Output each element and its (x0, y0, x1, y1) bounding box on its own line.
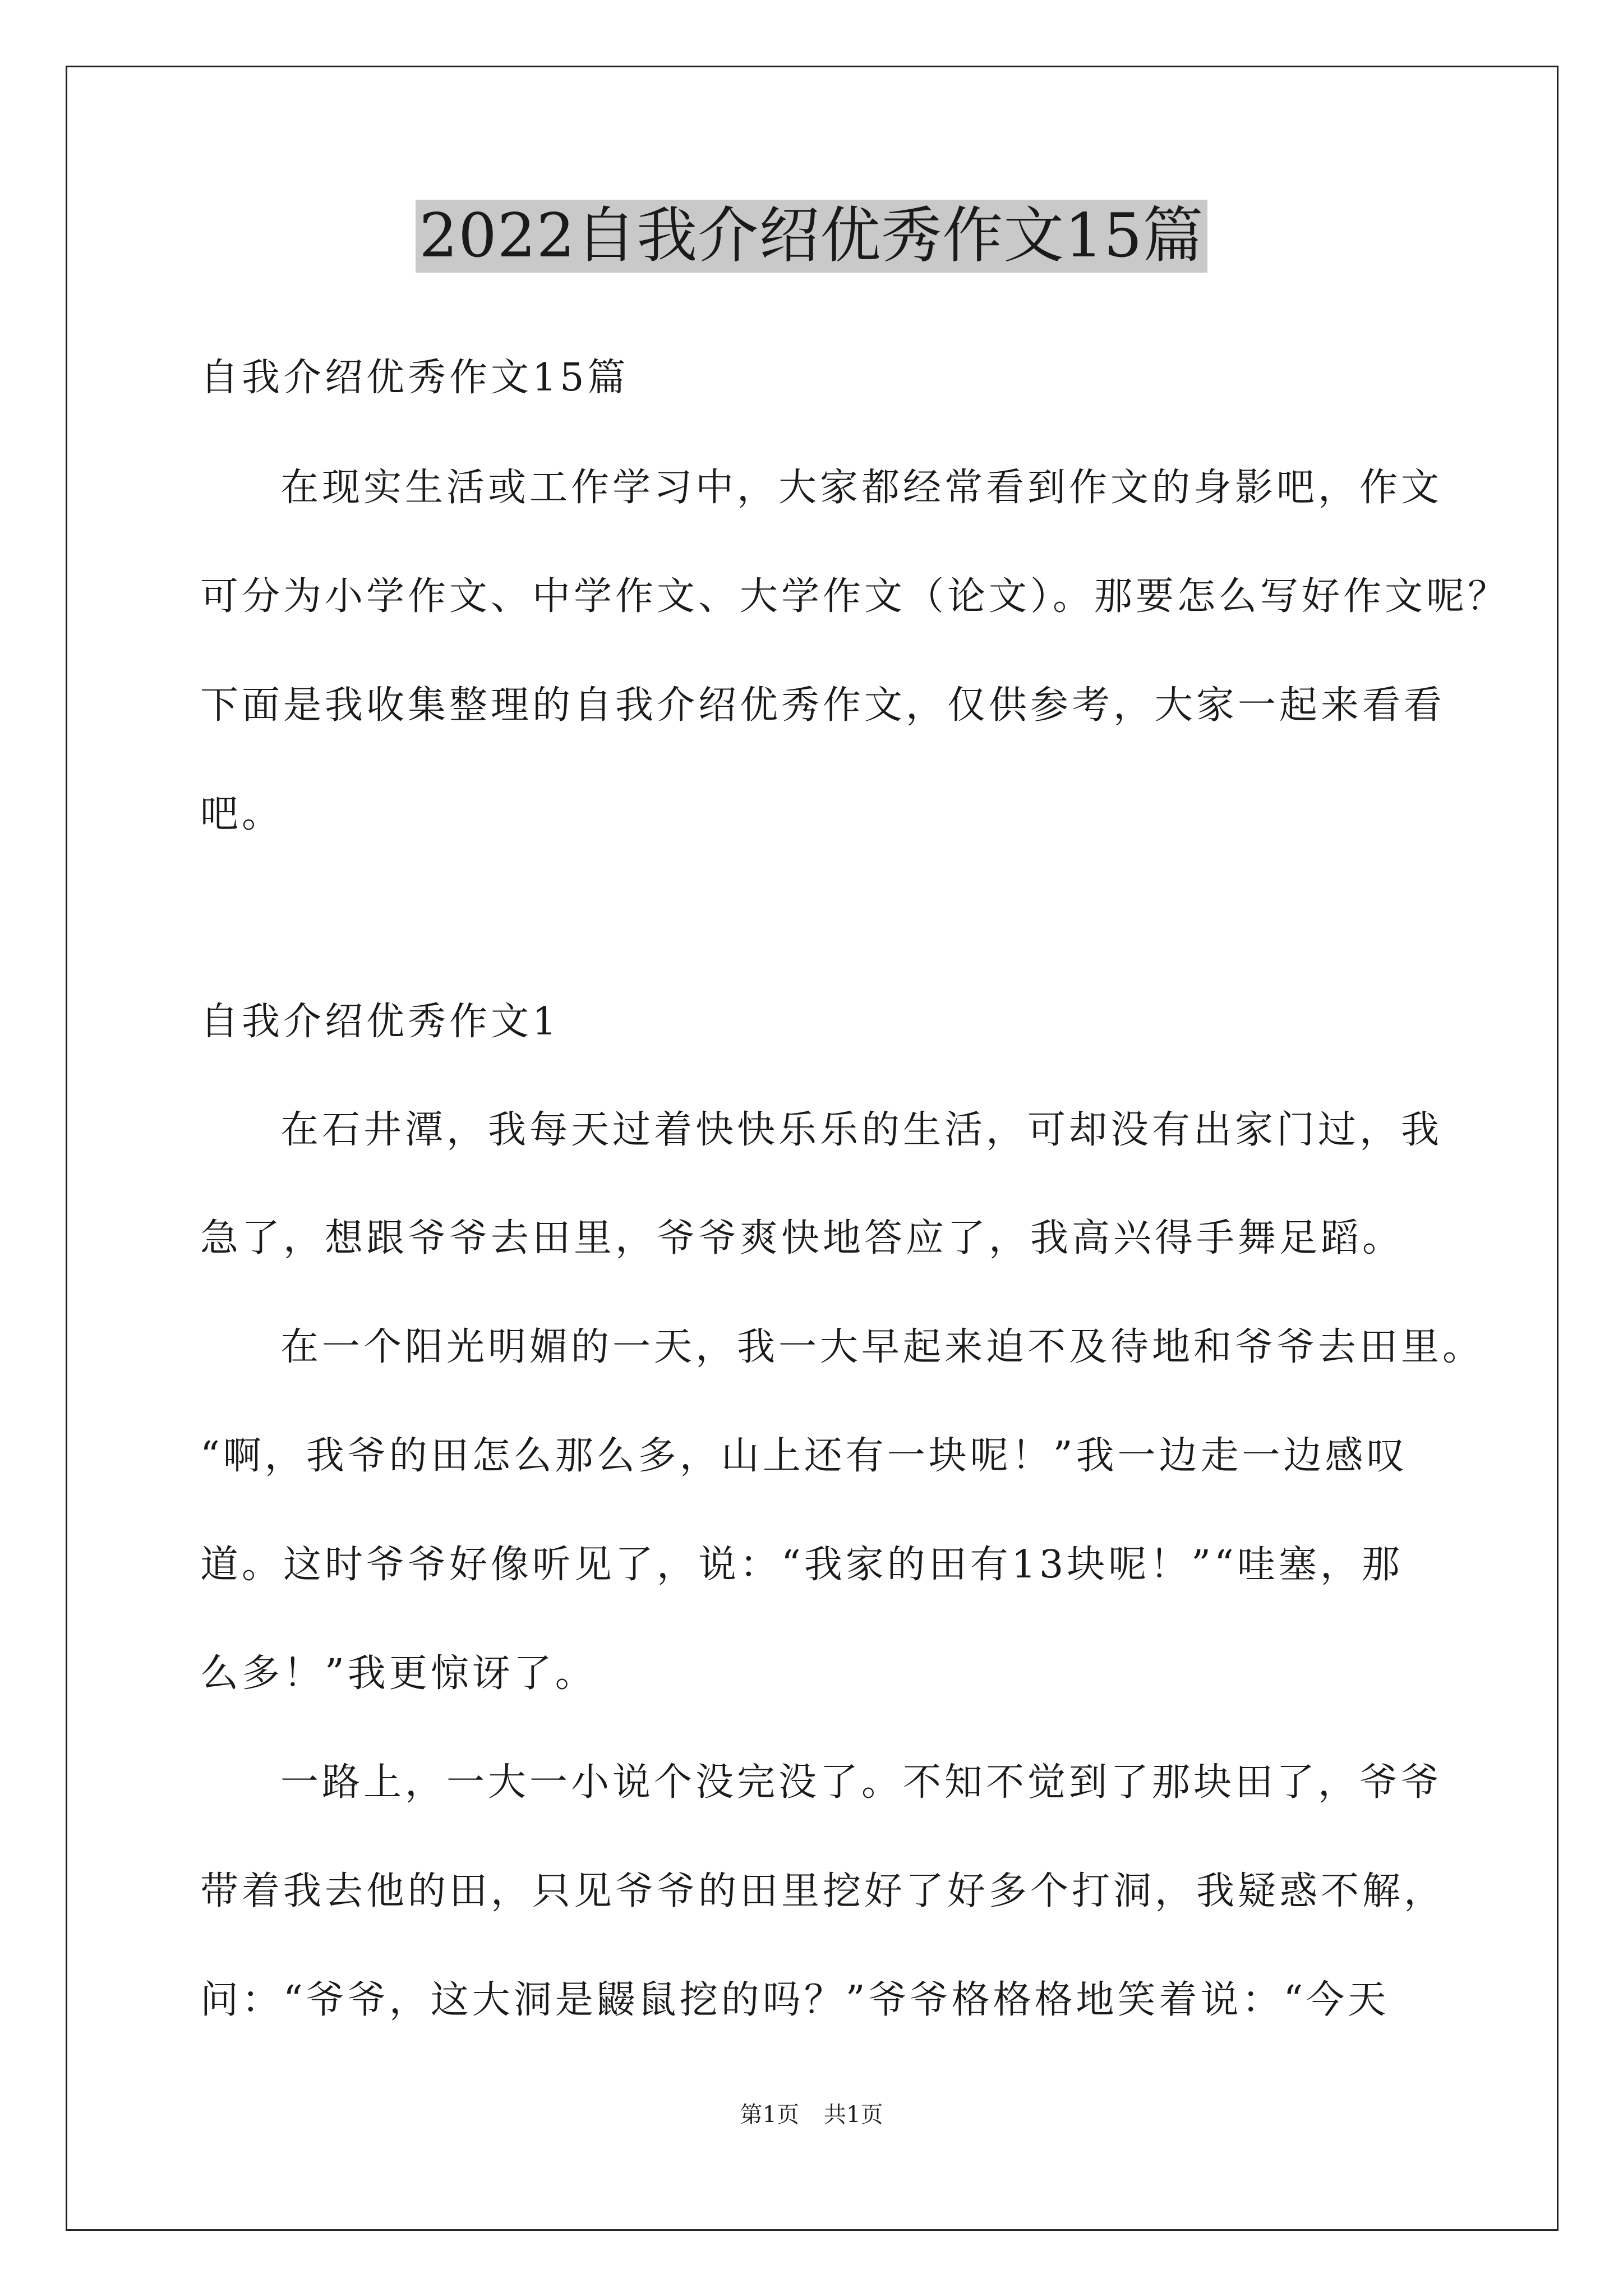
body-line: 一路上，一大一小说个没完没了。不知不觉到了那块田了，爷爷 (280, 1760, 1443, 1805)
body-line: 带着我去他的田，只见爷爷的田里挖好了好多个打洞，我疑惑不解， (200, 1869, 1446, 1913)
intro-line: 下面是我收集整理的自我介绍优秀作文，仅供参考，大家一起来看看 (200, 683, 1446, 728)
document-title: 2022自我介绍优秀作文15篇 (416, 200, 1207, 273)
title-wrap (0, 200, 1623, 273)
body-line: 问：“爷爷，这大洞是鼹鼠挖的吗？”爷爷格格格地笑着说：“今天 (200, 1978, 1390, 2022)
section-heading: 自我介绍优秀作文1 (200, 1000, 560, 1044)
subtitle: 自我介绍优秀作文15篇 (200, 356, 629, 400)
body-line: 在石井潭，我每天过着快快乐乐的生活，可却没有出家门过，我 (280, 1108, 1443, 1152)
intro-line: 可分为小学作文、中学作文、大学作文（论文）。那要怎么写好作文呢？ (200, 574, 1510, 619)
body-line: 在一个阳光明媚的一天，我一大早起来迫不及待地和爷爷去田里。 (280, 1325, 1484, 1369)
intro-line: 在现实生活或工作学习中，大家都经常看到作文的身影吧，作文 (280, 466, 1443, 510)
body-line: 么多！”我更惊讶了。 (200, 1651, 597, 1696)
page-total: 共1页 (824, 2102, 883, 2128)
body-line: 急了，想跟爷爷去田里，爷爷爽快地答应了，我高兴得手舞足蹈。 (200, 1216, 1404, 1260)
body-line: 道。这时爷爷好像听见了，说：“我家的田有13块呢！”“哇塞，那 (200, 1543, 1403, 1587)
page-number: 第1页 (740, 2102, 799, 2128)
body-line: “啊，我爷的田怎么那么多，山上还有一块呢！”我一边走一边感叹 (200, 1434, 1408, 1478)
intro-line: 吧。 (200, 792, 284, 836)
page-footer (0, 2101, 1623, 2129)
